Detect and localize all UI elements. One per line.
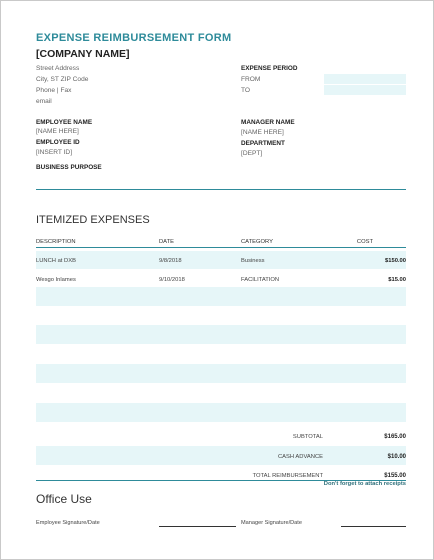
section-divider (36, 189, 406, 190)
table-header-underline (36, 247, 406, 248)
row-description[interactable]: Wesgo Inlames (36, 277, 76, 283)
total-label: TOTAL REIMBURSEMENT (252, 473, 323, 479)
row-category[interactable]: Business (241, 258, 265, 264)
expense-period-label: EXPENSE PERIOD (241, 65, 298, 72)
business-purpose-label: BUSINESS PURPOSE (36, 164, 102, 171)
to-field[interactable] (324, 85, 406, 95)
employee-id-field[interactable]: [INSERT ID] (36, 149, 73, 156)
manager-signature-label: Manager Signature/Date (241, 520, 302, 526)
manager-name-field[interactable]: [NAME HERE] (241, 129, 284, 136)
to-label: TO (241, 87, 251, 94)
column-date: DATE (159, 239, 175, 245)
receipts-note: Don't forget to attach receipts (323, 481, 406, 487)
address-street[interactable]: Street Address (36, 65, 80, 72)
row-cost[interactable]: $150.00 (385, 258, 406, 264)
office-use-heading: Office Use (36, 492, 92, 506)
cash-advance-value[interactable]: $10.00 (387, 454, 406, 460)
table-row[interactable] (36, 287, 406, 306)
employee-name-field[interactable]: [NAME HERE] (36, 128, 79, 135)
department-label: DEPARTMENT (241, 140, 285, 147)
employee-id-label: EMPLOYEE ID (36, 139, 80, 146)
total-value: $155.00 (384, 473, 406, 479)
table-row[interactable] (36, 403, 406, 422)
manager-signature-line[interactable] (341, 526, 406, 527)
column-description: DESCRIPTION (36, 239, 76, 245)
subtotal-label: SUBTOTAL (292, 434, 323, 440)
row-date[interactable]: 9/8/2018 (159, 258, 182, 264)
row-category[interactable]: FACILITATION (241, 277, 280, 283)
employee-name-label: EMPLOYEE NAME (36, 119, 93, 126)
address-email[interactable]: email (36, 98, 52, 105)
from-field[interactable] (324, 74, 406, 84)
form-title: EXPENSE REIMBURSEMENT FORM (36, 32, 232, 44)
table-row[interactable] (36, 364, 406, 383)
employee-signature-label: Employee Signature/Date (36, 520, 100, 526)
department-field[interactable]: [DEPT] (241, 150, 263, 157)
row-description[interactable]: LUNCH at DXB (36, 258, 76, 264)
business-purpose-field[interactable] (36, 173, 406, 187)
itemized-expenses-heading: ITEMIZED EXPENSES (36, 214, 150, 226)
company-name[interactable]: [COMPANY NAME] (36, 48, 130, 60)
column-cost: COST (356, 239, 373, 245)
row-date[interactable]: 9/10/2018 (159, 277, 185, 283)
column-category: CATEGORY (241, 239, 273, 245)
subtotal-value: $165.00 (384, 434, 406, 440)
row-cost[interactable]: $15.00 (388, 277, 406, 283)
manager-name-label: MANAGER NAME (241, 119, 295, 126)
address-phone[interactable]: Phone | Fax (36, 87, 72, 94)
employee-signature-line[interactable] (159, 526, 236, 527)
address-city[interactable]: City, ST ZIP Code (36, 76, 89, 83)
table-row[interactable] (36, 325, 406, 344)
cash-advance-label: CASH ADVANCE (278, 454, 323, 460)
from-label: FROM (241, 76, 261, 83)
